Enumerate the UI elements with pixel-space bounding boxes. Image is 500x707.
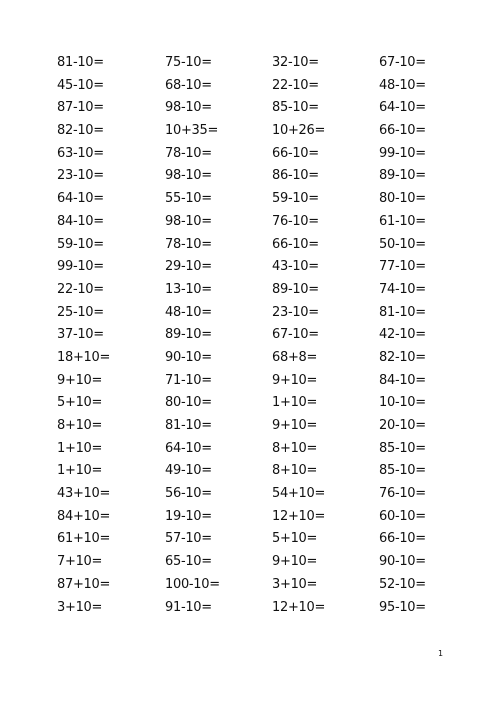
math-problem: 86-10= [272, 168, 319, 184]
math-problem: 23-10= [272, 304, 319, 320]
math-problem: 18+10= [57, 349, 111, 365]
math-problem: 52-10= [379, 576, 426, 592]
math-problem: 99-10= [57, 259, 104, 275]
math-problem: 78-10= [165, 236, 212, 252]
math-problem: 76-10= [272, 213, 319, 229]
math-problem: 91-10= [165, 599, 212, 615]
math-problem: 98-10= [165, 100, 212, 116]
math-problem: 64-10= [379, 100, 426, 116]
math-problem: 60-10= [379, 508, 426, 524]
math-problem: 84-10= [379, 372, 426, 388]
problem-column-4 [379, 52, 479, 619]
math-problem: 66-10= [272, 145, 319, 161]
math-problem: 82-10= [379, 349, 426, 365]
math-problem: 65-10= [165, 554, 212, 570]
math-problem: 9+10= [57, 372, 103, 388]
math-problem: 71-10= [165, 372, 212, 388]
math-problem: 85-10= [379, 463, 426, 479]
math-problem: 57-10= [165, 531, 212, 547]
math-problem: 64-10= [165, 440, 212, 456]
math-problem: 20-10= [379, 418, 426, 433]
math-problem: 82-10= [57, 123, 104, 139]
math-problem: 10-10= [379, 395, 426, 411]
math-problem: 42-10= [379, 327, 426, 343]
math-problem: 12+10= [272, 599, 326, 615]
math-problem: 48-10= [379, 77, 426, 93]
math-problem: 68-10= [165, 77, 212, 93]
math-problem: 61-10= [379, 213, 426, 229]
math-problem: 68+8= [272, 349, 318, 365]
math-problem: 23-10= [57, 168, 104, 184]
math-problem: 84-10= [57, 213, 104, 229]
math-problem: 59-10= [272, 191, 319, 207]
math-problem: 5+10= [57, 395, 103, 411]
math-problem: 54+10= [272, 486, 326, 502]
math-problem: 37-10= [57, 327, 104, 343]
math-problem: 66-10= [272, 236, 319, 252]
math-problem: 22-10= [57, 281, 104, 297]
math-problem: 1+10= [57, 440, 103, 456]
math-problem: 50-10= [379, 236, 426, 252]
math-problem: 75-10= [165, 55, 212, 70]
math-problem: 9+10= [272, 554, 318, 570]
math-problem: 49-10= [165, 463, 212, 479]
math-problem: 64-10= [57, 191, 104, 207]
math-problem: 98-10= [165, 213, 212, 229]
math-problem: 1+10= [272, 395, 318, 411]
math-problem: 43+10= [57, 486, 111, 502]
math-problem: 90-10= [379, 554, 426, 570]
math-problem: 25-10= [57, 304, 104, 320]
math-problem: 67-10= [379, 55, 426, 70]
math-problem: 87-10= [57, 100, 104, 116]
math-problem: 95-10= [379, 599, 426, 615]
math-problem: 74-10= [379, 281, 426, 297]
math-problem: 12+10= [272, 508, 326, 524]
math-problem: 61+10= [57, 531, 111, 547]
math-problem: 56-10= [165, 486, 212, 502]
math-problem: 8+10= [272, 440, 318, 456]
math-problem: 81-10= [165, 418, 212, 433]
math-problem: 19-10= [165, 508, 212, 524]
math-problem: 76-10= [379, 486, 426, 502]
math-problem: 85-10= [379, 440, 426, 456]
math-problem: 81-10= [379, 304, 426, 320]
math-problem: 29-10= [165, 259, 212, 275]
math-problem: 8+10= [272, 463, 318, 479]
math-problem: 90-10= [165, 349, 212, 365]
math-problem: 99-10= [379, 145, 426, 161]
math-problem: 66-10= [379, 123, 426, 139]
math-problem: 81-10= [57, 55, 104, 70]
page-number: 1 [438, 649, 444, 658]
math-problem: 98-10= [165, 168, 212, 184]
math-problem: 5+10= [272, 531, 318, 547]
math-problem: 3+10= [57, 599, 103, 615]
math-problem: 8+10= [57, 418, 103, 433]
math-problem: 22-10= [272, 77, 319, 93]
math-problem: 89-10= [379, 168, 426, 184]
problem-column-3 [272, 52, 372, 619]
math-problem: 13-10= [165, 281, 212, 297]
math-problem: 87+10= [57, 576, 111, 592]
math-problem: 45-10= [57, 77, 104, 93]
problem-column-1 [57, 52, 157, 619]
math-problem: 89-10= [165, 327, 212, 343]
math-problem: 7+10= [57, 554, 103, 570]
math-problem: 85-10= [272, 100, 319, 116]
math-problem: 89-10= [272, 281, 319, 297]
math-problem: 10+26= [272, 123, 326, 139]
math-problem: 43-10= [272, 259, 319, 275]
math-problem: 55-10= [165, 191, 212, 207]
math-problem: 84+10= [57, 508, 111, 524]
problem-column-2 [165, 52, 265, 619]
math-problem: 66-10= [379, 531, 426, 547]
math-problem: 9+10= [272, 418, 318, 433]
math-problem: 80-10= [379, 191, 426, 207]
math-problem: 3+10= [272, 576, 318, 592]
math-problem: 1+10= [57, 463, 103, 479]
math-problem: 63-10= [57, 145, 104, 161]
math-problem: 10+35= [165, 123, 219, 139]
math-problem: 9+10= [272, 372, 318, 388]
math-problem: 59-10= [57, 236, 104, 252]
math-problem: 77-10= [379, 259, 426, 275]
math-problem: 100-10= [165, 576, 220, 592]
math-problem: 48-10= [165, 304, 212, 320]
math-problem: 32-10= [272, 55, 319, 70]
math-problem: 67-10= [272, 327, 319, 343]
math-problem: 80-10= [165, 395, 212, 411]
math-problem: 78-10= [165, 145, 212, 161]
